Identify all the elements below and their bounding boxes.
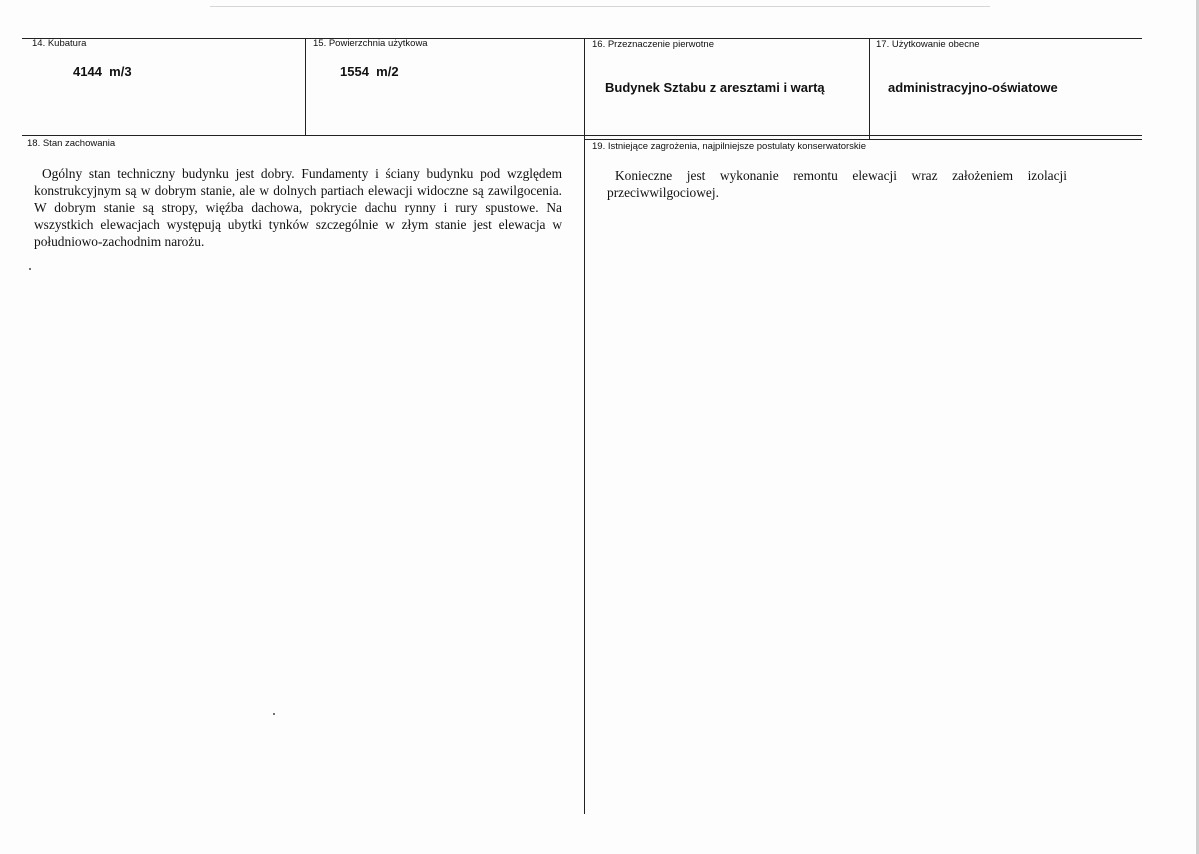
field-18-label: 18. Stan zachowania	[27, 138, 116, 149]
divider-14-15	[305, 38, 306, 135]
table-middle-border	[22, 135, 1142, 136]
field-14-value: 4144 m/3	[73, 64, 132, 79]
divider-center	[584, 38, 585, 814]
stray-mark	[273, 713, 275, 715]
field-17-label: 17. Użytkowanie obecne	[876, 39, 980, 50]
table-mid-border-right	[584, 139, 1142, 140]
field-16-label: 16. Przeznaczenie pierwotne	[592, 39, 714, 50]
field-17-value: administracyjno-oświatowe	[888, 80, 1058, 95]
divider-16-17	[869, 38, 870, 139]
stray-mark	[29, 268, 31, 270]
field-19-text: Konieczne jest wykonanie remontu elewacji wraz założeniem izolacji przeciwwilgociowej.	[607, 168, 1067, 200]
field-18-text: Ogólny stan techniczny budynku jest dobry. Fundamenty i ściany budynku pod względem konstrukcyjnym są w dobrym stanie, ale w dolnych partiach elewacji widoczne są zawilgocenia. W dobrym stanie są stropy, więźba dachowa, pokrycie dachu rynny i rury spustowe. Na wszystkich elewacjach występują ubytki tynków szczególnie w złym stanie jest elewacja w południowo-zachodnim narożu.	[34, 166, 562, 249]
field-19-label: 19. Istniejące zagrożenia, najpilniejsze postulaty konserwatorskie	[592, 141, 867, 152]
field-15-value: 1554 m/2	[340, 64, 399, 79]
field-14-label: 14. Kubatura	[32, 38, 87, 49]
field-15-label: 15. Powierzchnia użytkowa	[313, 38, 428, 49]
field-16-value: Budynek Sztabu z aresztami i wartą	[605, 80, 825, 95]
top-scan-line	[210, 6, 990, 7]
